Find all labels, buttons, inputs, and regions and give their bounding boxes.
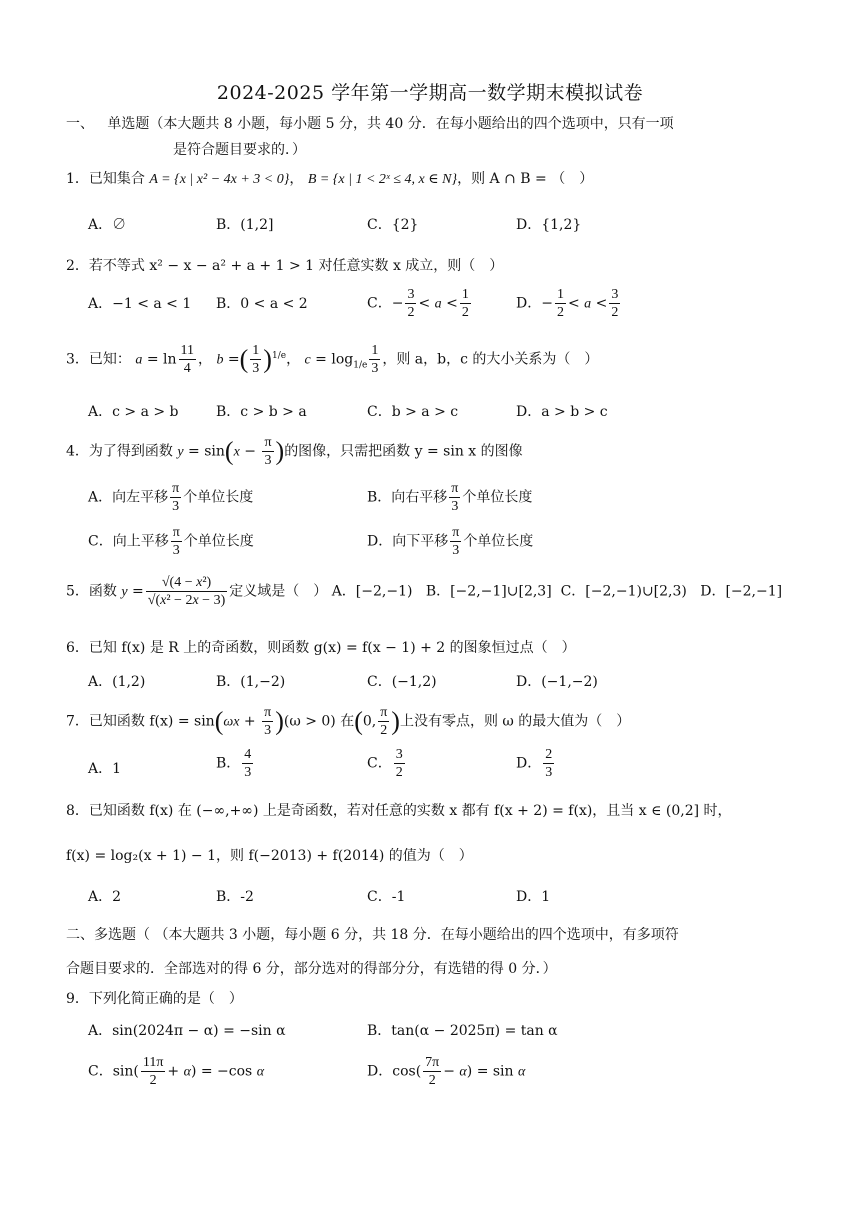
q4-option-c: C．向上平移 $\frac{\pi}{3}$ 个单位长度: [88, 525, 254, 558]
set-b: B = {x | 1 < 2ˣ ≤ 4, x ∈ N}: [307, 172, 458, 187]
question-4: 4．为了得到函数 y = sin(x − $\frac{\pi}{3}$ )的图像，只需把函数 y = sin x 的图像: [66, 435, 523, 468]
q2-option-d: D．− $\frac{1}{2}$ < a < $\frac{3}{2}$: [516, 287, 619, 320]
q1-option-b: B．(1,2]: [216, 217, 274, 233]
set-a: A = {x | x² − 4x + 3 < 0}: [149, 172, 290, 187]
q3-option-d: D．a > b > c: [516, 404, 608, 420]
section-2-heading: [66, 918, 826, 986]
q8-option-c: C．-1: [367, 889, 406, 905]
q5-option-d: D．[−2,−1]: [700, 583, 783, 600]
question-1: 1．已知集合 A = {x | x² − 4x + 3 < 0}， B = {x | 1 < 2ˣ ≤ 4, x ∈ N}，则 A ∩ B = （ ）: [66, 171, 594, 187]
section-1-text: 单选题（本大题共 8 小题，每小题 5 分，共 40 分．在每小题给出的四个选项中，只有一项: [107, 116, 674, 132]
q2-option-a: A．−1 < a < 1: [88, 296, 192, 312]
q6-option-a: A．(1,2): [88, 674, 146, 690]
q7-option-b: B． $\frac{4}{3}$: [216, 747, 252, 780]
q3-option-b: B．c > b > a: [216, 404, 307, 420]
question-6: 6．已知 f(x) 是 R 上的奇函数，则函数 g(x) = f(x − 1) + 2 的图象恒过点（ ）: [66, 640, 576, 656]
q3-option-c: C．b > a > c: [367, 404, 459, 420]
q9-option-a: A．sin(2024π − α) = −sin α: [88, 1023, 286, 1039]
page-title: 2024-2025 学年第一学期高一数学期末模拟试卷: [216, 82, 644, 104]
q7-option-d: D． $\frac{2}{3}$: [516, 747, 553, 780]
q1-option-a: A．∅: [88, 217, 127, 233]
section-1-number: 一、: [66, 116, 94, 132]
question-5: 5．函数 y = $\frac{\text{√(4 − x²)}}{\text{√(x² − 2x − 3)}}$ 定义域是（ ） A．[−2,−1) B．[−2,−1]∪[2,3] C．[−2,−1)∪[2,3) D．[−2,−1]: [66, 575, 783, 608]
q6-option-c: C．(−1,2): [367, 674, 437, 690]
q5-option-c: C．[−2,−1)∪[2,3): [560, 583, 687, 600]
q4-option-b: B．向右平移 $\frac{\pi}{3}$ 个单位长度: [367, 481, 533, 514]
question-8-line-2: f(x) = log₂(x + 1) − 1，则 f(−2013) + f(2014) 的值为（ ）: [66, 848, 473, 864]
question-3: 3．已知： a = ln $\frac{11}{4}$ ， b =( $\frac{1}{3}$ )$^{1/e}$， $c = \log_{1/e}$ $\frac{1}{3}$ ，则 a，b，c 的大小关系为（ ）: [66, 343, 599, 376]
q8-option-d: D．1: [516, 889, 551, 905]
question-8: 8．已知函数 f(x) 在 (−∞,+∞) 上是奇函数，若对任意的实数 x 都有 f(x + 2) = f(x)，且当 x ∈ (0,2] 时，: [66, 803, 732, 819]
section-1-heading: [66, 111, 766, 163]
q5-option-b: B．[−2,−1]∪[2,3]: [425, 583, 552, 600]
q7-option-c: C． $\frac{3}{2}$: [367, 747, 403, 780]
q2-option-c: C．− $\frac{3}{2}$ < a < $\frac{1}{2}$: [367, 287, 469, 320]
section-2-text: 二、多选题（ （本大题共 3 小题，每小题 6 分，共 18 分．在每小题给出的四个选项中，有多项符: [66, 927, 679, 943]
section-1-text-cont: 是符合题目要求的．）: [173, 142, 306, 158]
q6-option-b: B．(1,−2): [216, 674, 286, 690]
q9-option-b: B．tan(α − 2025π) = tan α: [367, 1023, 558, 1039]
section-2-text-cont: 合题目要求的．全部选对的得 6 分，部分选对的得部分分，有选错的得 0 分．）: [66, 961, 557, 977]
q9-option-d: D．cos( $\frac{7\pi}{2}$ − α) = sin α: [367, 1055, 526, 1088]
q1-option-d: D．{1,2}: [516, 217, 582, 233]
q2-option-b: B．0 < a < 2: [216, 296, 308, 312]
q8-option-b: B．-2: [216, 889, 254, 905]
question-7: 7．已知函数 f(x) = sin(ωx + $\frac{\pi}{3}$ )(ω > 0) 在(0, $\frac{\pi}{2}$ )上没有零点，则 ω 的最大值为（ ）: [66, 705, 631, 738]
q4-option-a: A．向左平移 $\frac{\pi}{3}$ 个单位长度: [88, 481, 254, 514]
q7-option-a: A．1: [88, 761, 122, 777]
question-9: 9．下列化简正确的是（ ）: [66, 991, 243, 1007]
q4-option-d: D．向下平移 $\frac{\pi}{3}$ 个单位长度: [367, 525, 534, 558]
q1-option-c: C．{2}: [367, 217, 419, 233]
question-2: 2．若不等式 x² − x − a² + a + 1 > 1 对任意实数 x 成立，则（ ）: [66, 258, 504, 274]
q9-option-c: C．sin( $\frac{11\pi}{2}$ + α) = −cos α: [88, 1055, 265, 1088]
q8-option-a: A．2: [88, 889, 122, 905]
q3-option-a: A．c > a > b: [88, 404, 179, 420]
q5-option-a: A．[−2,−1): [331, 583, 413, 600]
q6-option-d: D．(−1,−2): [516, 674, 598, 690]
